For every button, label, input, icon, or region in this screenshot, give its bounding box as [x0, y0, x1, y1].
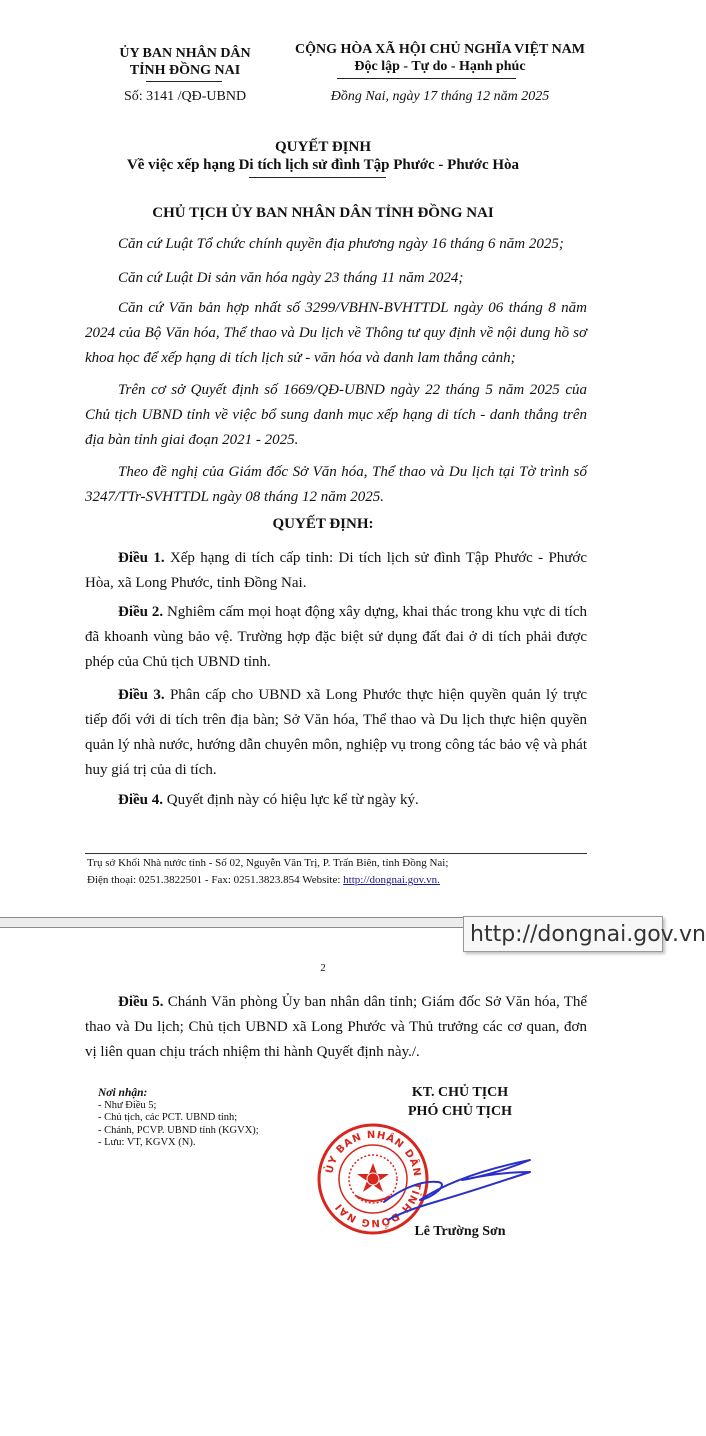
article-4-text: Quyết định này có hiệu lực kể từ ngày ký. [166, 792, 419, 808]
recipients-title: Nơi nhận: [98, 1087, 148, 1099]
agency-line-1: ỦY BAN NHÂN DÂN [119, 46, 251, 61]
national-heading [280, 41, 600, 75]
article-5 [85, 990, 587, 1065]
document-subtitle: Về việc xếp hạng Di tích lịch sử đình Tập Phước - Phước Hòa [126, 157, 520, 173]
link-tooltip: http://dongnai.gov.vn [463, 916, 663, 952]
legal-basis-5: Theo đề nghị của Giám đốc Sở Văn hóa, Thể thao và Du lịch tại Tờ trình số 3247/TTr-SVHTTDL ngày 08 tháng 12 năm 2025. [85, 464, 587, 505]
footer-website-link[interactable]: http://dongnai.gov.vn. [343, 874, 440, 886]
legal-basis-3: Căn cứ Văn bản hợp nhất số 3299/VBHN-BVHTTDL ngày 06 tháng 8 năm 2024 của Bộ Văn hóa, Thể thao và Du lịch về Thông tư quy định về nội dung hồ sơ khoa học để xếp hạng di tích lịch sử - văn hóa và danh lam thắng cảnh; [85, 300, 587, 366]
recipient-item: - Lưu: VT, KGVX (N). [98, 1137, 196, 1148]
recipients [98, 1087, 348, 1150]
article-1 [85, 546, 587, 596]
subtitle-underline [249, 177, 386, 178]
signer-name: Lê Trường Sơn [414, 1224, 506, 1239]
signature-line-2: PHÓ CHỦ TỊCH [408, 1104, 512, 1119]
handwritten-signature-icon [380, 1150, 545, 1225]
legal-basis-2: Căn cứ Luật Di sản văn hóa ngày 23 tháng 11 năm 2024; [118, 270, 464, 286]
legal-basis-1: Căn cứ Luật Tổ chức chính quyền địa phương ngày 16 tháng 6 năm 2025; [118, 236, 564, 252]
article-1-label: Điều 1. [118, 550, 165, 566]
footer [87, 855, 607, 889]
issuing-authority: CHỦ TỊCH ỦY BAN NHÂN DÂN TỈNH ĐỒNG NAI [152, 205, 494, 221]
national-title: CỘNG HÒA XÃ HỘI CHỦ NGHĨA VIỆT NAM [294, 42, 585, 57]
document-number: Số: 3141 /QĐ-UBND [123, 89, 247, 104]
motto-underline [337, 78, 516, 79]
article-4-label: Điều 4. [118, 792, 163, 808]
issue-date: Đồng Nai, ngày 17 tháng 12 năm 2025 [330, 89, 550, 104]
legal-basis-4: Trên cơ sở Quyết định số 1669/QĐ-UBND ngày 22 tháng 5 năm 2025 của Chủ tịch UBND tỉnh về việc bổ sung danh mục xếp hạng di tích - danh thắng trên địa bàn tỉnh giai đoạn 2021 - 2025. [85, 382, 587, 448]
national-motto: Độc lập - Tự do - Hạnh phúc [354, 59, 526, 74]
footer-rule [85, 853, 587, 854]
article-3-text: Phân cấp cho UBND xã Long Phước thực hiện quyền quản lý trực tiếp đối với di tích trên địa bàn; Sở Văn hóa, Thể thao và Du lịch thực hiện quyền quản lý nhà nước, hướng dẫn chuyên môn, nghiệp vụ trong công tác bảo vệ và phát huy giá trị của di tích. [85, 687, 588, 778]
article-1-text: Xếp hạng di tích cấp tỉnh: Di tích lịch sử đình Tập Phước - Phước Hòa, xã Long Phước, tỉnh Đồng Nai. [85, 550, 588, 591]
document-title: QUYẾT ĐỊNH [275, 139, 371, 155]
article-4 [85, 788, 587, 813]
seal-text: ỦY BAN NHÂN DÂN TỈNH ĐỒNG NAI [324, 1129, 423, 1229]
article-2-text: Nghiêm cấm mọi hoạt động xây dựng, khai thác trong khu vực di tích đã khoanh vùng bảo vệ. Trường hợp đặc biệt sử dụng đất đai ở di tích phải được phép của Chủ tịch UBND tỉnh. [85, 604, 587, 670]
article-5-label: Điều 5. [118, 994, 164, 1010]
signature-line-1: KT. CHỦ TỊCH [411, 1085, 509, 1100]
decision-heading: QUYẾT ĐỊNH: [272, 516, 374, 532]
agency-underline [146, 81, 222, 82]
article-2-label: Điều 2. [118, 604, 164, 620]
footer-address: Trụ sở Khối Nhà nước tỉnh - Số 02, Nguyễn Văn Trị, P. Trấn Biên, tỉnh Đồng Nai; [87, 857, 449, 869]
agency-line-2: TỈNH ĐỒNG NAI [129, 63, 241, 78]
agency-name [95, 45, 275, 79]
recipient-item: - Chánh, PCVP. UBND tỉnh (KGVX); [98, 1124, 259, 1136]
signature-block [370, 1083, 550, 1121]
article-3 [85, 683, 587, 783]
article-5-text: Chánh Văn phòng Ủy ban nhân dân tỉnh; Giám đốc Sở Văn hóa, Thể thao và Du lịch; Chủ tịch UBND xã Long Phước và Thủ trưởng các cơ quan, đơn vị liên quan chịu trách nhiệm thi hành Quyết định này./. [85, 994, 588, 1060]
article-3-label: Điều 3. [118, 687, 165, 703]
article-2 [85, 600, 587, 675]
page-number: 2 [320, 962, 326, 974]
recipient-item: - Chủ tịch, các PCT. UBND tỉnh; [98, 1112, 238, 1123]
footer-contact [87, 872, 607, 889]
recipient-item: - Như Điều 5; [98, 1099, 157, 1111]
footer-contact-text: Điện thoại: 0251.3822501 - Fax: 0251.3823.854 Website: [87, 874, 344, 886]
